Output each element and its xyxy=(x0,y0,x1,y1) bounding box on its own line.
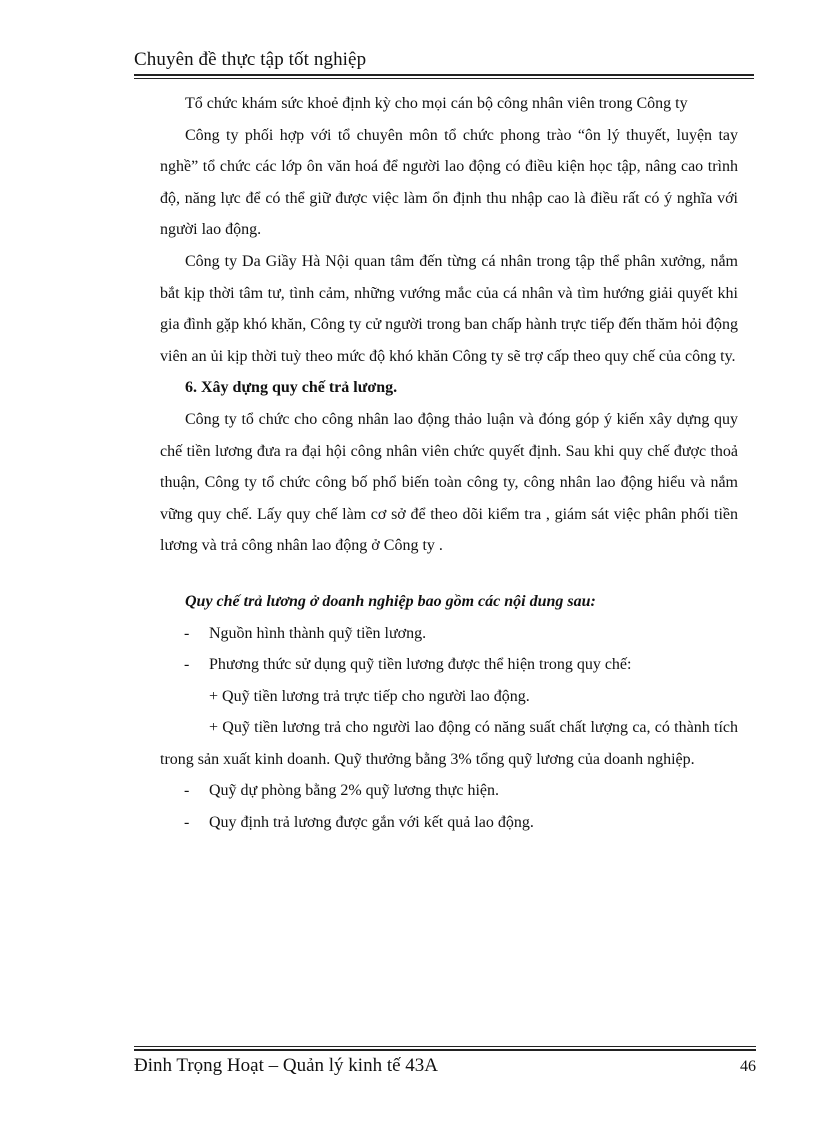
page-body xyxy=(160,88,738,839)
sub-item-1: + Quỹ tiền lương trả trực tiếp cho người lao động. xyxy=(209,687,530,705)
bullet-text: Phương thức sử dụng quỹ tiền lương được thể hiện trong quy chế: xyxy=(209,656,632,674)
page-number: 46 xyxy=(740,1058,756,1075)
footer-rule-thick xyxy=(134,1049,756,1051)
bullet-dash: - xyxy=(184,656,190,674)
bullet-item xyxy=(160,649,738,681)
paragraph-3: Công ty Da Giầy Hà Nội quan tâm đến từng cá nhân trong tập thể phân xưởng, nắm bắt kịp thời tâm tư, tình cảm, những vướng mắc của cá nhân và tìm hướng giải quyết khi gia đình gặp khó khăn, Công ty cử người trong ban chấp hành trực tiếp đến thăm hỏi động viên an ủi kịp thời tuỳ theo mức độ khó khăn Công ty sẽ trợ cấp theo quy chế của công ty. xyxy=(160,252,738,365)
section-heading-6: 6. Xây dựng quy chế trả lương. xyxy=(185,379,398,397)
page-header xyxy=(134,48,754,79)
bullet-item xyxy=(160,807,738,839)
page-footer xyxy=(134,1046,756,1080)
sub-item-2: + Quỹ tiền lương trả cho người lao động có năng suất chất lượng ca, có thành tích trong sản xuất kinh doanh. Quỹ thưởng bằng 3% tổng quỹ lương của doanh nghiệp. xyxy=(160,719,738,768)
paragraph-2: Công ty phối hợp với tổ chuyên môn tổ chức phong trào “ôn lý thuyết, luyện tay nghề” tổ chức các lớp ôn văn hoá để người lao động có điều kiện học tập, nâng cao trình độ, năng lực để có thể giữ được việc làm ổn định thu nhập cao là điều rất có ý nghĩa với người lao động. xyxy=(160,126,738,239)
bullet-item xyxy=(160,775,738,807)
footer-author: Đinh Trọng Hoạt – Quản lý kinh tế 43A xyxy=(134,1055,438,1076)
bullet-item xyxy=(160,618,738,650)
paragraph-1: Tổ chức khám sức khoẻ định kỳ cho mọi cán bộ công nhân viên trong Công ty xyxy=(185,95,688,112)
header-title: Chuyên đề thực tập tốt nghiệp xyxy=(134,49,367,70)
bullet-dash: - xyxy=(184,782,190,800)
bullet-dash: - xyxy=(184,624,190,642)
bullet-text: Quỹ dự phòng bằng 2% quỹ lương thực hiện. xyxy=(209,782,499,800)
header-rule-thin xyxy=(134,78,754,79)
bullet-dash: - xyxy=(184,814,190,832)
paragraph-4: Công ty tổ chức cho công nhân lao động thảo luận và đóng góp ý kiến xây dựng quy chế tiền lương đưa ra đại hội công nhân viên chức quyết định. Sau khi quy chế được thoả thuận, Công ty tổ chức công bố phổ biến toàn công ty, công nhân lao động hiểu và nắm vững quy chế. Lấy quy chế làm cơ sở để theo dõi kiểm tra , giám sát việc phân phối tiền lương và trả công nhân lao động ở Công ty . xyxy=(160,410,738,555)
footer-rule-thin xyxy=(134,1046,756,1047)
bullet-text: Quy định trả lương được gắn với kết quả lao động. xyxy=(209,814,534,832)
sub-heading: Quy chế trả lương ở doanh nghiệp bao gồm các nội dung sau: xyxy=(185,592,596,610)
bullet-text: Nguồn hình thành quỹ tiền lương. xyxy=(209,624,427,642)
